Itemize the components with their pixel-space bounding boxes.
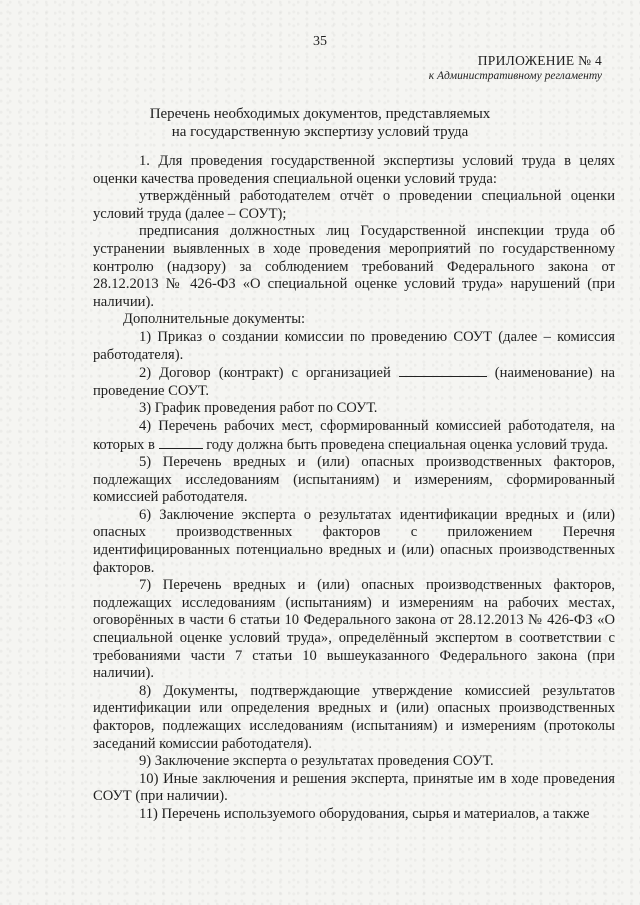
paragraph-prescriptions: предписания должностных лиц Государственной инспекции труда об устранении выявленных в ходе проведения мероприятий по государственному контролю (надзору) за соблюдением требований Федерального закона от 28.12.2013 № 426-ФЗ «О специальной оценке условий труда» нарушений (при наличии). bbox=[93, 223, 615, 310]
paragraph-report: утверждённый работодателем отчёт о проведении специальной оценки условий труда (далее – СОУТ); bbox=[93, 188, 615, 222]
list-item-2 bbox=[93, 364, 615, 400]
list-item-7: 7) Перечень вредных и (или) опасных производственных факторов, подлежащих исследованиям (испытаниям) и измерениям на рабочих местах, оговорённых в части 6 статьи 10 Федерального закона от 28.12.2013 № 426-ФЗ «О специальной оценке условий труда», определённый экспертом в соответствии с требованиями части 7 статьи 10 вышеуказанного Федерального закона (при наличии). bbox=[93, 577, 615, 682]
appendix-subtitle: к Административному регламенту bbox=[428, 70, 602, 82]
list-item-3: 3) График проведения работ по СОУТ. bbox=[139, 400, 378, 417]
list-item-4-text-start: 4) Перечень рабочих мест, сформированный комиссией работодателя, на которых в bbox=[93, 417, 615, 453]
list-item-8: 8) Документы, подтверждающие утверждение комиссией результатов идентификации или определения вредных и (или) опасных производственных факторов, подлежащих исследованиям (испытаниям) и измерениям (протоколы заседаний комиссии работодателя). bbox=[93, 682, 615, 752]
paragraph-intro: 1. Для проведения государственной экспертизы условий труда в целях оценки качества проведения специальной оценки условий труда: bbox=[93, 153, 615, 187]
blank-line bbox=[399, 364, 487, 377]
list-item-2-text-end: (наименование) на проведение СОУТ. bbox=[93, 365, 615, 399]
list-item-4-text-end: году должна быть проведена специальная оценка условий труда. bbox=[206, 436, 609, 453]
page-number: 35 bbox=[313, 34, 327, 49]
list-item-9: 9) Заключение эксперта о результатах проведения СОУТ. bbox=[139, 753, 494, 770]
list-item-11: 11) Перечень используемого оборудования, сырья и материалов, а также bbox=[139, 805, 590, 822]
paragraph-additional-heading: Дополнительные документы: bbox=[123, 311, 306, 328]
appendix-title: ПРИЛОЖЕНИЕ № 4 bbox=[477, 53, 602, 68]
list-item-1: 1) Приказ о создании комиссии по проведению СОУТ (далее – комиссия работодателя). bbox=[93, 328, 615, 363]
blank-line bbox=[159, 436, 203, 449]
list-item-5: 5) Перечень вредных и (или) опасных производственных факторов, подлежащих исследованиям (испытаниям) и измерениям, сформированный комиссией работодателя. bbox=[93, 454, 615, 506]
list-item-4 bbox=[93, 418, 615, 454]
list-item-6: 6) Заключение эксперта о результатах идентификации вредных и (или) опасных производственных факторов с приложением Перечня идентифицированных потенциально вредных и (или) опасных производственных факторов. bbox=[93, 506, 615, 576]
document-title-line-2: на государственную экспертизу условий труда bbox=[171, 124, 469, 140]
document-body bbox=[93, 153, 615, 824]
list-item-2-text-start: 2) Договор (контракт) с организацией bbox=[139, 365, 391, 382]
list-item-10: 10) Иные заключения и решения эксперта, принятые им в ходе проведения СОУТ (при наличии). bbox=[93, 770, 615, 805]
document-title-line-1: Перечень необходимых документов, представляемых bbox=[149, 106, 491, 122]
